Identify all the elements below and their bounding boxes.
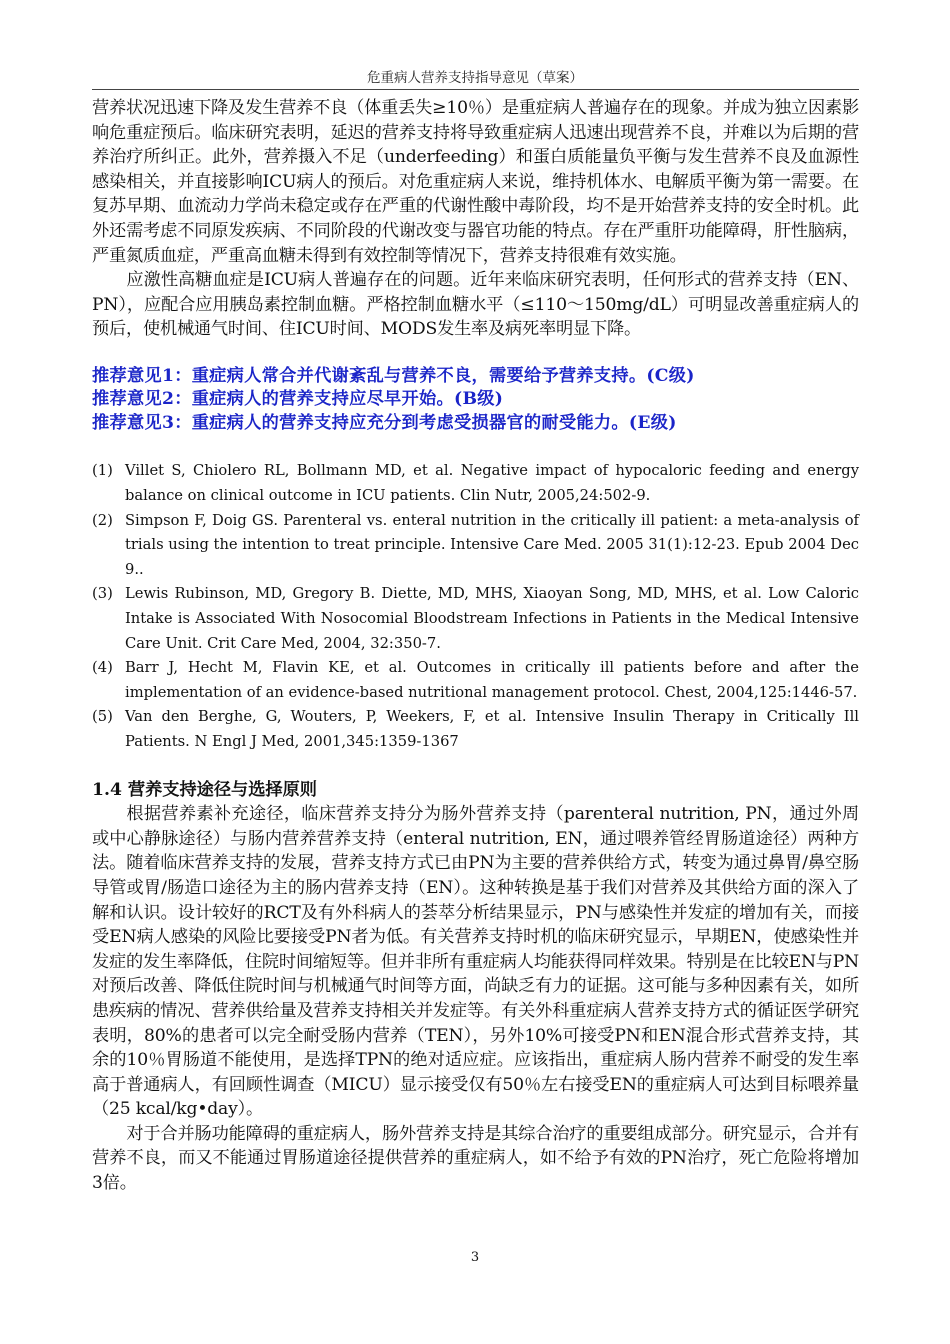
reference-text: Simpson F, Doig GS. Parenteral vs. enteral nutrition in the critically ill patient: a meta-analysis of trials using the intention to treat principle. Intensive Care Med. 2005 31(1):12-23. Epub 2004 Dec 9.. [125, 511, 859, 578]
reference-item [92, 509, 859, 583]
recommendation-2: 推荐意见2：重症病人的营养支持应尽早开始。(B级) [92, 389, 504, 410]
running-header: 危重病人营养支持指导意见（草案） [367, 70, 583, 86]
reference-number: (3) [92, 585, 113, 603]
body-paragraph: 营养状况迅速下降及发生营养不良（体重丢失≥10％）是重症病人普遍存在的现象。并成为独立因素影响危重症预后。临床研究表明，延迟的营养支持将导致重症病人迅速出现营养不良，并难以为后期的营养治疗所纠正。此外，营养摄入不足（underfeeding）和蛋白质能量负平衡与发生营养不良及血源性感染相关，并直接影响ICU病人的预后。对危重症病人来说，维持机体水、电解质平衡为第一需要。在复苏早期、血流动力学尚未稳定或存在严重的代谢性酸中毒阶段，均不是开始营养支持的安全时机。此外还需考虑不同原发疾病、不同阶段的代谢改变与器官功能的特点。存在严重肝功能障碍，肝性脑病，严重氮质血症，严重高血糖未得到有效控制等情况下，营养支持很难有效实施。 [92, 98, 859, 266]
reference-number: (2) [92, 511, 113, 529]
body-paragraph: 应激性高糖血症是ICU病人普遍存在的问题。近年来临床研究表明，任何形式的营养支持（EN、PN），应配合应用胰岛素控制血糖。严格控制血糖水平（≤110～150mg/dL）可明显改善重症病人的预后，使机械通气时间、住ICU时间、MODS发生率及病死率明显下降。 [92, 270, 859, 340]
reference-list [92, 459, 859, 754]
reference-text: Van den Berghe, G, Wouters, P, Weekers, F, et al. Intensive Insulin Therapy in Critically Ill Patients. N Engl J Med, 2001,345:1359-1367 [125, 708, 859, 750]
reference-text: Barr J, Hecht M, Flavin KE, et al. Outcomes in critically ill patients before and after the implementation of an evidence-based nutritional management protocol. Chest, 2004,125:1446-57. [125, 659, 859, 701]
body-paragraph: 根据营养素补充途径，临床营养支持分为肠外营养支持（parenteral nutrition, PN，通过外周或中心静脉途径）与肠内营养营养支持（enteral nutrition, EN，通过喂养管经胃肠道途径）两种方法。随着临床营养支持的发展，营养支持方式已由PN为主要的营养供给方式，转变为通过鼻胃/鼻空肠导管或胃/肠造口途径为主的肠内营养支持（EN）。这种转换是基于我们对营养及其供给方面的深入了解和认识。设计较好的RCT及有外科病人的荟萃分析结果显示，PN与感染性并发症的增加有关，而接受EN病人感染的风险比要接受PN者为低。有关营养支持时机的临床研究显示，早期EN，使感染性并发症的发生率降低，住院时间缩短等。但并非所有重症病人均能获得同样效果。特别是在比较EN与PN对预后改善、降低住院时间与机械通气时间等方面，尚缺乏有力的证据。这可能与多种因素有关，如所患疾病的情况、营养供给量及营养支持相关并发症等。有关外科重症病人营养支持方式的循证医学研究表明，80%的患者可以完全耐受肠内营养（TEN），另外10%可接受PN和EN混合形式营养支持，其余的10％胃肠道不能使用，是选择TPN的绝对适应症。应该指出，重症病人肠内营养不耐受的发生率高于普通病人，有回顾性调查（MICU）显示接受仅有50％左右接受EN的重症病人可达到目标喂养量（25 kcal/kg•day）。 [92, 804, 859, 1120]
reference-item [92, 705, 859, 754]
section-heading: 1.4 营养支持途径与选择原则 [92, 779, 317, 800]
reference-item [92, 582, 859, 656]
reference-number: (4) [92, 659, 113, 677]
header-rule [92, 89, 859, 90]
reference-number: (1) [92, 462, 113, 480]
page-number: 3 [470, 1250, 480, 1265]
reference-text: Lewis Rubinson, MD, Gregory B. Diette, MD, MHS, Xiaoyan Song, MD, MHS, et al. Low Caloric Intake is Associated With Nosocomial Bloodstream Infections in Patients in the Medical Intensive Care Unit. Crit Care Med, 2004, 32:350-7. [125, 585, 859, 652]
reference-item [92, 656, 859, 705]
body-paragraph: 对于合并肠功能障碍的重症病人，肠外营养支持是其综合治疗的重要组成部分。研究显示，合并有营养不良，而又不能通过胃肠道途径提供营养的重症病人，如不给予有效的PN治疗，死亡危险将增加3倍。 [92, 1123, 859, 1194]
reference-text: Villet S, Chiolero RL, Bollmann MD, et al. Negative impact of hypocaloric feeding and energy balance on clinical outcome in ICU patients. Clin Nutr, 2005,24:502-9. [125, 462, 859, 505]
reference-number: (5) [92, 708, 113, 726]
recommendations [92, 365, 859, 436]
page-content [92, 96, 859, 1196]
reference-item [92, 459, 859, 508]
recommendation-1: 推荐意见1：重症病人常合并代谢紊乱与营养不良，需要给予营养支持。(C级) [92, 365, 695, 386]
recommendation-3: 推荐意见3：重症病人的营养支持应充分到考虑受损器官的耐受能力。(E级) [92, 412, 677, 433]
